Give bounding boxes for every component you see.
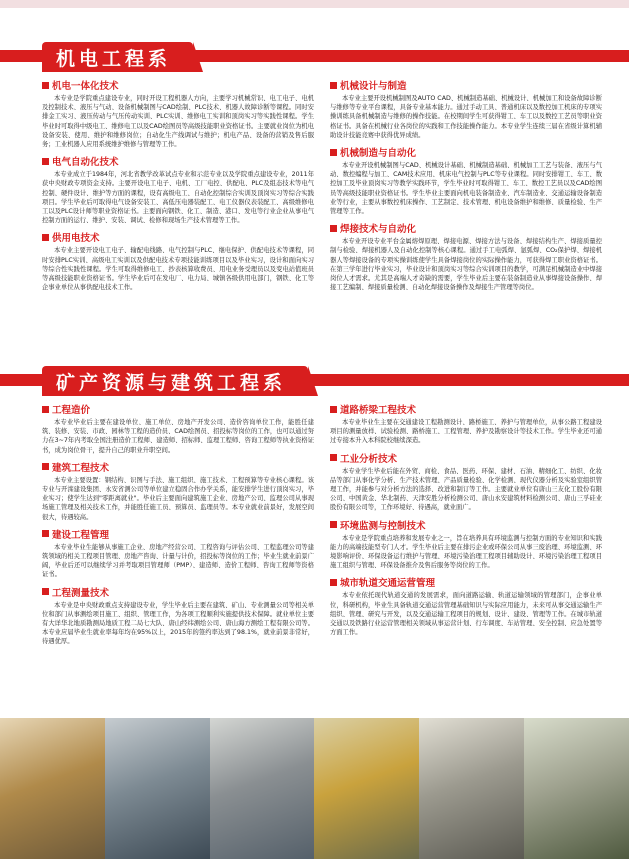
program-entry — [42, 527, 314, 580]
program-entry — [42, 154, 314, 225]
program-description: 本专业毕业后主要在建设单位、施工单位、房地产开发公司、造价咨询单位工作，能胜任建筑、装修、安装、市政、园林等工程的造价员、CAD绘图员、招投标等岗位的工作，也可以通过努力在3~7年内考取全国注册造价工程师、建造师、招标师、监理工程师、咨询工程师等执业资格证书，成为岗位骨干，提升自己的职业升职空间。 — [42, 419, 314, 454]
program-description: 本专业开设机械制图与CAD、机械设计基础、机械制造基础、机械加工工艺与装备、液压与气动、数控编程与加工、CAM技术应用、机床电气控制与PLC等专业课程。同时安排钳工、车工、数控加工及毕业顶岗实习等教学实践环节，学生毕业时可取得钳工、车工、数控工艺员以及CAD绘图员等高级技能职业资格证书。学生毕业主要面向机电装备制造业、汽车制造业、交通运输设备制造业等行业，主要从事数控机床操作、工艺制定、技术管理、机电设备维护和维修、质量检验、生产管理等工作。 — [330, 162, 602, 216]
program-description: 本专业依托现代轨道交通的发展需求，面向道路运输、轨道运输领域的管理部门，企事业单位，科研机构，毕业生具备轨道交通运营管理基础知识与实际应用能力，未来可从事交通运输生产组织、管理、研究与开发，以及交通运输工程项目的规划、设计、建设、管理等工作。在城市轨道交通以及铁路行业运营管理相关领域从事运营计划、行车调度、车站管理、安全控制、应急处置等方面工作。 — [330, 592, 602, 637]
program-title: 供用电技术 — [52, 233, 100, 245]
program-title: 机电一体化技术 — [52, 81, 119, 92]
program-description: 本专业是学院重点建设专业，同时开设工程机器人方向，主要学习机械常识、电工电子、电机及控制技术、液压与气动、设备机械制图与CAD绘制、PLC技术、机器人故障诊断等课程。同时安排金工实习、液压传动与气压传动实训、PLC实训、维修电工实训和顶岗实习等实践性课程。学生毕业时可取得中级电工、维修电工以及CAD绘图员等高级技能职业资格证书。主要就业岗位为机电设备安装、使用、维护和维修岗位；自动化生产线调试与维护；机电产品、设备的营销及售后服务；工业机器人应用系统维护维修与管理等工作。 — [42, 95, 314, 149]
construction-photo — [524, 718, 629, 859]
column-left-1 — [42, 78, 314, 297]
program-entry — [330, 78, 602, 140]
program-description: 本专业毕业生能够从事施工企业、房地产经营公司、工程咨询与评估公司、工程监理公司等建筑领域的相关工程项目管理、房地产咨询、计量与计价，招投标等岗位的工作；毕业生就业前景广阔，毕业后还可以继续学习并考取项目管理师（PMP）、建造师、造价工程师、咨询工程师等资格证书。 — [42, 543, 314, 579]
program-description: 本专业主要开设机械制图及AUTO CAD、机械制造基础、机械设计、机械加工和设备故障诊断与维修等专业平台课程，具备专业基本能力。通过手动工具、普通机床以及数控加工机床的专项实操训练具备机械制造与维修的操作技能。在校期间学生可获得钳工、车工以及数控工艺员等职业资格证书。具备在机械行业各岗位的实践和工作技能操作能力。本专业学生连续三届在省级计算机辅助设计技能竞赛中获得优异成绩。 — [330, 95, 602, 139]
program-entry — [330, 451, 602, 513]
bullet-square-icon — [42, 588, 49, 595]
column-right-2 — [330, 402, 602, 642]
program-title: 建筑工程技术 — [52, 462, 110, 474]
program-entry — [330, 145, 602, 216]
bullet-square-icon — [42, 530, 49, 537]
program-entry — [330, 402, 602, 446]
bullet-square-icon — [330, 579, 337, 586]
program-title: 道路桥梁工程技术 — [340, 405, 417, 416]
top-stripe — [0, 0, 629, 8]
program-entry — [42, 460, 314, 522]
column-left-2 — [42, 402, 314, 652]
program-title: 工业分析技术 — [340, 453, 398, 465]
program-entry — [330, 575, 602, 637]
bullet-square-icon — [330, 225, 337, 232]
surveying-photo — [314, 718, 419, 859]
program-title: 建设工程管理 — [52, 529, 110, 541]
program-entry — [330, 518, 602, 571]
program-entry — [330, 221, 602, 292]
classroom-photo-2 — [419, 718, 524, 859]
bullet-square-icon — [42, 463, 49, 470]
bullet-square-icon — [42, 234, 49, 241]
program-title: 机械设计与制造 — [340, 81, 407, 92]
program-title: 工程造价 — [52, 405, 91, 416]
program-description: 本专业是中央财政重点支持建设专业，学生毕业后主要在建筑、矿山、专业测量公司等相关单位和部门从事测绘项目施工、组织、管理工作，为各项工程顺利实施提供技术保障。就业单位主要有大详华北地质勘测局地质工程二局七大队、唐山经纬测绘公司、唐山海方测绘工程有限公司等。本专业应届毕业生就业率每年均在95%以上，2015年的签约率达到了98.1%，就业前景非常好，待遇优厚。 — [42, 601, 314, 646]
program-title: 环境监测与控制技术 — [340, 520, 426, 532]
bullet-square-icon — [42, 82, 49, 89]
program-description: 本专业主要开设电工电子、输配电线路、电气控制与PLC、继电保护、供配电技术等课程，同时安排PLC实训、高级电工实训以及供配电技术专项技能训练项目以及毕业实习，设计和面向实习等综合性实践性课程。学生可取得维修电工、抄表核算收费员、用电业务受理员以及变电站值班员等高级技能职业资格证书。学生毕业后可在发电厂、电力局、城镇各级供用电部门，钢铁、化工等企事业单位从事供配电技术工作。 — [42, 247, 314, 292]
section-title: 矿产资源与建筑工程系 — [56, 371, 287, 394]
program-entry — [42, 402, 314, 455]
program-title: 电气自动化技术 — [52, 157, 119, 169]
photo-strip — [0, 718, 629, 859]
section-banner-electromechanical — [0, 42, 629, 72]
machine-shop-photo — [210, 718, 315, 859]
program-title: 城市轨道交通运营管理 — [340, 578, 436, 590]
lab-photo — [105, 718, 210, 859]
program-description: 本专业是学院重点培养和发展专业之一，旨在培养具有环境监测与控制方面的专业知识和实践能力的高端技能型专门人才。学生毕业后主要在排污企业或环保公司从事三废治理、环境监测、环境影响评价、环保设备运行维护与管理、环境污染治理工程项目辅助设计、环境污染治理工程项目施工组织与管理、环保设备推介及售后服务等岗位的工作。 — [330, 534, 602, 570]
program-entry — [42, 230, 314, 292]
bullet-square-icon — [42, 406, 49, 413]
column-right-1 — [330, 78, 602, 297]
program-title: 工程测量技术 — [52, 587, 110, 599]
bullet-square-icon — [42, 158, 49, 165]
program-entry — [42, 585, 314, 647]
program-description: 本专业成立于1984年，河北省教学改革试点专业和示范专业以及学院重点建设专业，2011年获中央财政专项资金支持。主要开设电工电子、电机、工厂电控、供配电、PLC及组态技术等电气控制、硬件设计、维护等方面的课程，设有高级电工、自动化控制综合实训及顶岗实习等综合实践项目。学生毕业后可取得电气设备安装工、高低压电器装配工、电工仪器仪表装配工、高级维修电工以及PLC设计师等职业资格证书。主要面向钢铁、化工、制造、港口、发电等行业企业从事电气控制方面的运行、维护、安装、调试、检修和现场生产技术管理等工作。 — [42, 171, 314, 225]
program-description: 本专业主要设置：钢结构、识图与手法、施工组织、施工技术、工程预算等专业核心课程。该专业与开滦建设集团、永安省测公司等单位建立稳固合作办学关系，能安排学生进行顶岗实习，毕业实习；使学生达到"零距离就业"。毕业后主要面向建筑施工企业、房地产公司、监理公司从事现场施工管理及相关技术工作，并能胜任施工员、预算员、监理员等。本专业就业前景好，发展空间很大，待遇较高。 — [42, 476, 314, 521]
bullet-square-icon — [330, 149, 337, 156]
program-description: 本专业学生毕业后能在外贸、商检、食品、医药、环保、建材、石油、精细化工、纺织、化妆品等部门从事化学分析、生产技术管理、产品质量检验、化学检测、现代仪器分析及实验室组织管理工作，并能参与对分析方法的选择、改进和制订等工作。主要就业单位有唐山三友化工股份有限公司、中国黄金、华北制药、天津安胜分析检测公司、唐山永安建筑材料检测公司、唐山三孚硅业股份有限公司等，工作环境好、待遇高，就业面广。 — [330, 467, 602, 512]
program-title: 机械制造与自动化 — [340, 148, 417, 160]
bullet-square-icon — [330, 521, 337, 528]
bullet-square-icon — [330, 454, 337, 461]
section-title: 机电工程系 — [56, 47, 172, 70]
program-entry — [42, 78, 314, 149]
section-banner-mining-construction — [0, 366, 629, 396]
program-description: 本专业毕业生主要在交通建设工程勘测设计、路桥施工、养护与管理单位，从事公路工程建设项目的测量放样、试验检测、路桥施工、工程管理、养护及勘察设计等技术工作。学生毕业还可通过专接本升入本科院校继续深造。 — [330, 419, 602, 445]
bullet-square-icon — [330, 406, 337, 413]
bullet-square-icon — [330, 82, 337, 89]
program-description: 本专业开设专业平台金属熔焊原理、焊接电源、焊接方法与设备、焊接结构生产、焊接质量控制与检验、焊接机器人及自动化控制等核心课程。通过手工电弧焊、氩弧焊、CO₂保护焊、焊接机器人等焊接设备的专项实操训练使学生具备焊接岗位的实际操作能力，可获得焊工职业资格证书。在第三学年进行毕业实习，毕业设计和顶岗实习等综合实训项目的教学，可满足机械制造业中焊接岗位人才需求。尤其是高端人才奇缺的需要，学生毕业后主要在装备制造业从事焊接设备操作、焊接工艺编制、焊接质量检测、自动化焊接设备操作及焊接生产管理等岗位。 — [330, 238, 602, 292]
classroom-photo — [0, 718, 105, 859]
program-title: 焊接技术与自动化 — [340, 224, 417, 236]
